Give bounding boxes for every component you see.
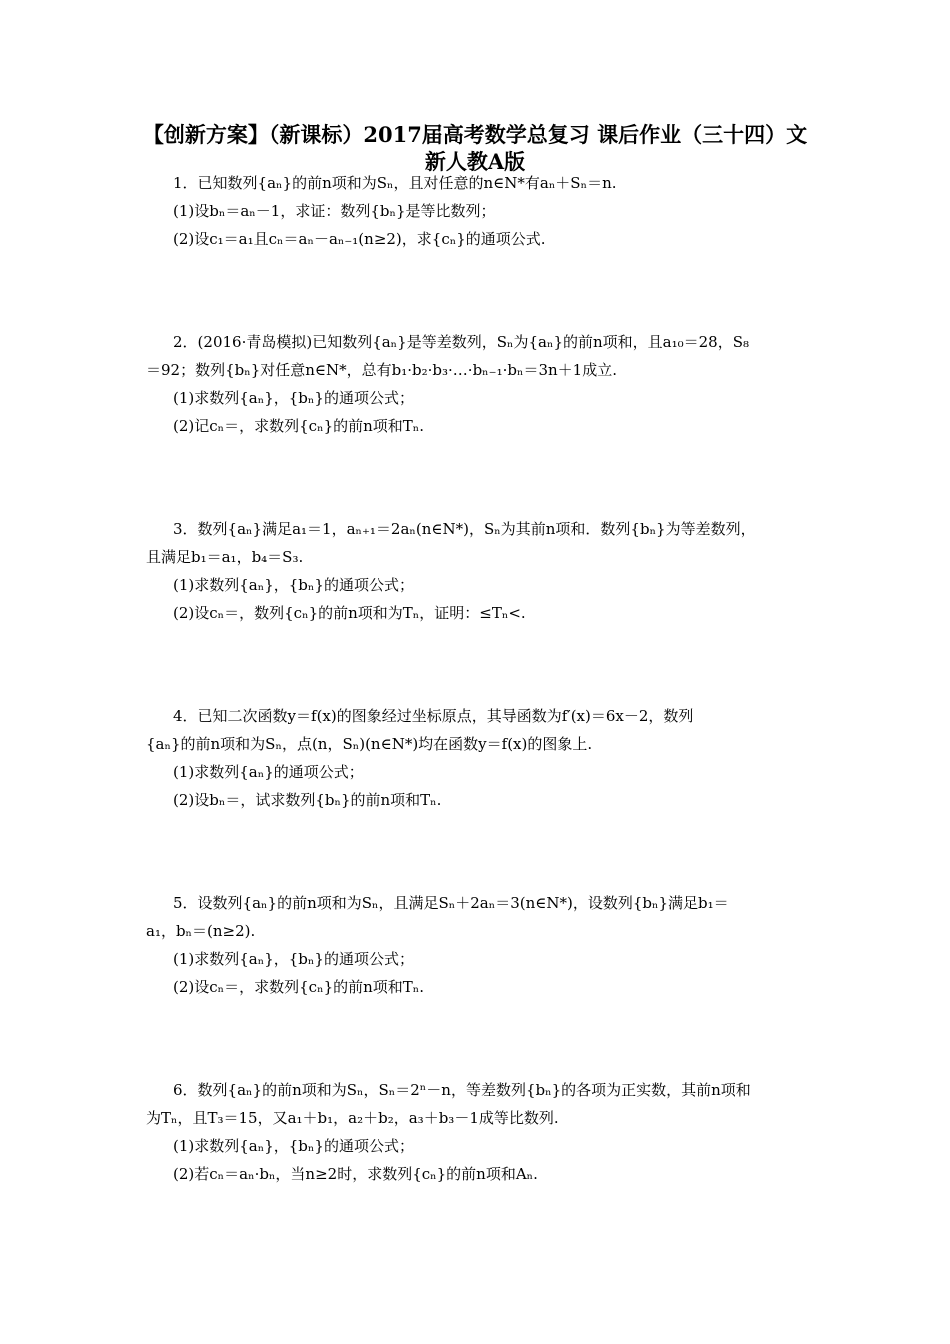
problem-5-part-2: (2)设cₙ＝，求数列{cₙ}的前n项和Tₙ. [173, 978, 425, 996]
problem-1-part-2: (2)设c₁＝a₁且cₙ＝aₙ－aₙ₋₁(n≥2)，求{cₙ}的通项公式. [173, 230, 546, 248]
problem-4-line-1: 4．已知二次函数y＝f(x)的图象经过坐标原点，其导函数为f′(x)＝6x－2，数列 [173, 707, 694, 725]
problem-5-line-2: a₁，bₙ＝(n≥2). [146, 922, 256, 940]
problem-6-part-1: (1)求数列{aₙ}，{bₙ}的通项公式； [173, 1137, 414, 1155]
problem-1-line-1: 1．已知数列{aₙ}的前n项和为Sₙ，且对任意的n∈N*有aₙ＋Sₙ＝n. [173, 174, 617, 192]
document-title: 【创新方案】（新课标）2017届高考数学总复习 课后作业（三十四）文 新人教A版 [142, 122, 808, 174]
problem-2-part-1: (1)求数列{aₙ}，{bₙ}的通项公式； [173, 389, 414, 407]
problem-3-line-1: 3．数列{aₙ}满足a₁＝1，aₙ₊₁＝2aₙ(n∈N*)，Sₙ为其前n项和．数列{bₙ}为等差数列， [173, 520, 756, 538]
problem-6-part-2: (2)若cₙ＝aₙ·bₙ，当n≥2时，求数列{cₙ}的前n项和Aₙ. [173, 1165, 538, 1183]
problem-4-line-2: {aₙ}的前n项和为Sₙ，点(n，Sₙ)(n∈N*)均在函数y＝f(x)的图象上. [146, 735, 593, 753]
problem-6-line-2: 为Tₙ，且T₃＝15，又a₁＋b₁，a₂＋b₂，a₃＋b₃－1成等比数列. [146, 1109, 559, 1127]
problem-6-line-1: 6．数列{aₙ}的前n项和为Sₙ，Sₙ＝2ⁿ－n，等差数列{bₙ}的各项为正实数，其前n项和 [173, 1081, 751, 1099]
problem-3-part-1: (1)求数列{aₙ}，{bₙ}的通项公式； [173, 576, 414, 594]
problem-4-part-2: (2)设bₙ＝，试求数列{bₙ}的前n项和Tₙ. [173, 791, 442, 809]
problem-4-part-1: (1)求数列{aₙ}的通项公式； [173, 763, 364, 781]
problem-1-part-1: (1)设bₙ＝aₙ－1，求证：数列{bₙ}是等比数列； [173, 202, 496, 220]
problem-3-part-2: (2)设cₙ＝，数列{cₙ}的前n项和为Tₙ，证明：≤Tₙ<. [173, 604, 526, 622]
problem-5-line-1: 5．设数列{aₙ}的前n项和为Sₙ，且满足Sₙ＋2aₙ＝3(n∈N*)，设数列{bₙ}满足b₁＝ [173, 894, 729, 912]
problem-2-line-2: ＝92；数列{bₙ}对任意n∈N*，总有b₁·b₂·b₃·…·bₙ₋₁·bₙ＝3n＋1成立. [146, 361, 617, 379]
problem-2-part-2: (2)记cₙ＝，求数列{cₙ}的前n项和Tₙ. [173, 417, 425, 435]
problem-3-line-2: 且满足b₁＝a₁，b₄＝S₃. [146, 548, 304, 566]
problem-5-part-1: (1)求数列{aₙ}，{bₙ}的通项公式； [173, 950, 414, 968]
problem-2-line-1: 2．(2016·青岛模拟)已知数列{aₙ}是等差数列，Sₙ为{aₙ}的前n项和，且a₁₀＝28，S₈ [173, 333, 750, 351]
